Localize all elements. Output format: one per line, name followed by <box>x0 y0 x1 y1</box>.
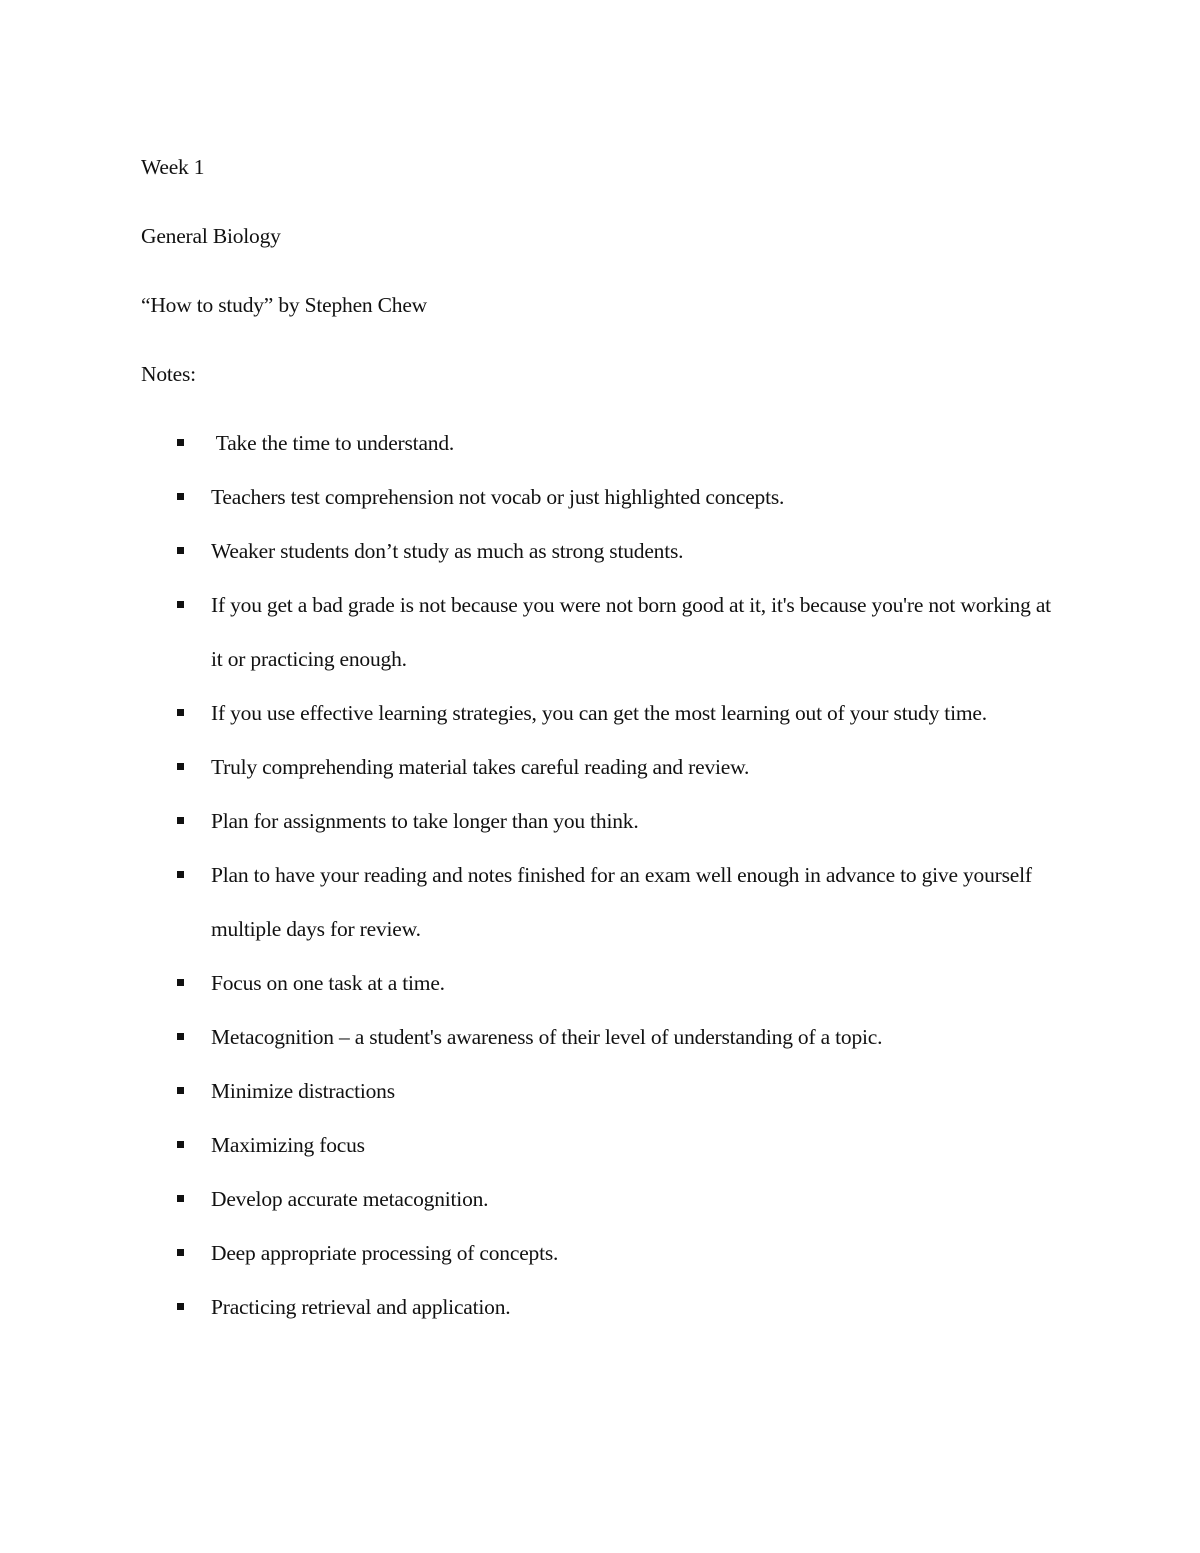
note-text: Plan to have your reading and notes finished for an exam well enough in advance to give yourself multiple days for review. <box>211 863 1032 941</box>
list-item <box>141 848 1061 956</box>
list-item <box>141 956 1061 1010</box>
square-bullet-icon <box>177 470 187 524</box>
course-title: General Biology <box>141 224 281 248</box>
list-item <box>141 1172 1061 1226</box>
square-bullet-icon <box>177 1064 187 1118</box>
list-item <box>141 470 1061 524</box>
list-item <box>141 578 1061 686</box>
week-label: Week 1 <box>141 155 205 179</box>
note-text: Truly comprehending material takes careful reading and review. <box>211 755 750 779</box>
square-bullet-icon <box>177 740 187 794</box>
list-item <box>141 1064 1061 1118</box>
note-text: If you get a bad grade is not because you were not born good at it, it's because you're not working at it or practicing enough. <box>211 593 1051 671</box>
list-item <box>141 524 1061 578</box>
note-text: Develop accurate metacognition. <box>211 1187 489 1211</box>
note-text: Weaker students don’t study as much as strong students. <box>211 539 684 563</box>
square-bullet-icon <box>177 524 187 578</box>
list-item <box>141 1226 1061 1280</box>
note-text: Metacognition – a student's awareness of their level of understanding of a topic. <box>211 1025 883 1049</box>
note-text: Deep appropriate processing of concepts. <box>211 1241 559 1265</box>
square-bullet-icon <box>177 794 187 848</box>
square-bullet-icon <box>177 1280 187 1334</box>
list-item <box>141 740 1061 794</box>
square-bullet-icon <box>177 1172 187 1226</box>
note-text: Minimize distractions <box>211 1079 395 1103</box>
square-bullet-icon <box>177 956 187 1010</box>
square-bullet-icon <box>177 686 187 740</box>
note-text: If you use effective learning strategies, you can get the most learning out of your study time. <box>211 701 987 725</box>
document-body <box>141 140 1061 1334</box>
list-item <box>141 1118 1061 1172</box>
note-text: Teachers test comprehension not vocab or just highlighted concepts. <box>211 485 785 509</box>
list-item <box>141 794 1061 848</box>
note-text: Plan for assignments to take longer than you think. <box>211 809 639 833</box>
source-title: “How to study” by Stephen Chew <box>141 293 428 317</box>
square-bullet-icon <box>177 578 187 632</box>
square-bullet-icon <box>177 1226 187 1280</box>
note-text: Focus on one task at a time. <box>211 971 445 995</box>
list-item <box>141 416 1061 470</box>
note-text: Take the time to understand. <box>211 431 455 455</box>
notes-heading: Notes: <box>141 362 196 386</box>
square-bullet-icon <box>177 416 187 470</box>
list-item <box>141 1280 1061 1334</box>
note-text: Maximizing focus <box>211 1133 365 1157</box>
square-bullet-icon <box>177 848 187 902</box>
note-text: Practicing retrieval and application. <box>211 1295 511 1319</box>
square-bullet-icon <box>177 1010 187 1064</box>
list-item <box>141 1010 1061 1064</box>
list-item <box>141 686 1061 740</box>
square-bullet-icon <box>177 1118 187 1172</box>
notes-list <box>141 416 1061 1334</box>
